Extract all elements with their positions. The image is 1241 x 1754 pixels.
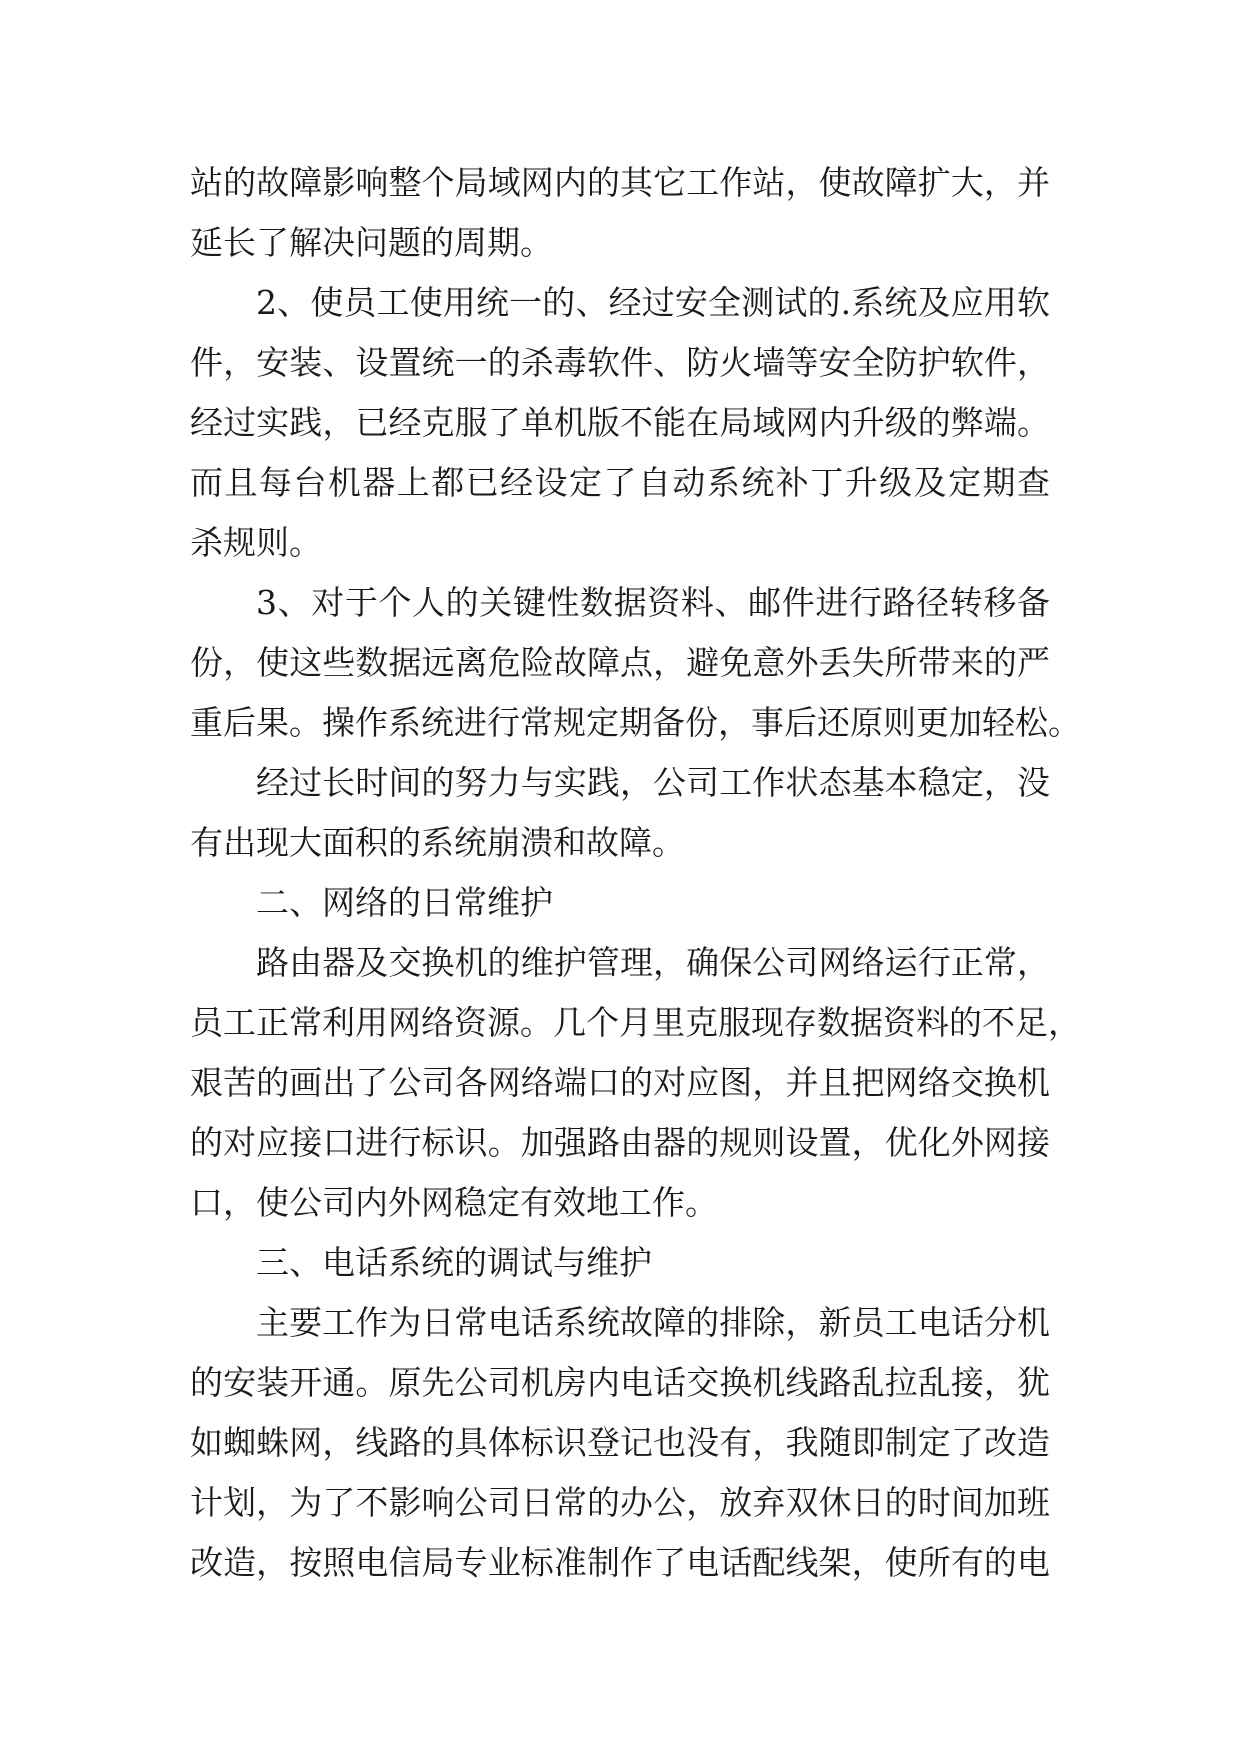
text-line: 的对应接口进行标识。加强路由器的规则设置，优化外网接 <box>190 1123 1050 1162</box>
text-line: 而且每台机器上都已经设定了自动系统补丁升级及定期查 <box>190 463 1050 502</box>
document-body <box>190 153 1081 1593</box>
text-line: 三、电话系统的调试与维护 <box>256 1243 652 1282</box>
text-line: 二、网络的日常维护 <box>256 883 553 922</box>
text-line: 如蜘蛛网，线路的具体标识登记也没有，我随即制定了改造 <box>190 1423 1050 1462</box>
text-line: 杀规则。 <box>190 523 322 562</box>
text-line: 延长了解决问题的周期。 <box>190 223 553 262</box>
text-line: 计划，为了不影响公司日常的办公，放弃双休日的时间加班 <box>190 1483 1050 1522</box>
text-line: 路由器及交换机的维护管理，确保公司网络运行正常， <box>256 943 1050 982</box>
text-line: 经过实践，已经克服了单机版不能在局域网内升级的弊端。 <box>190 403 1050 442</box>
text-line: 艰苦的画出了公司各网络端口的对应图，并且把网络交换机 <box>190 1063 1050 1102</box>
text-line: 站的故障影响整个局域网内的其它工作站，使故障扩大，并 <box>190 163 1050 202</box>
text-line: 经过长时间的努力与实践，公司工作状态基本稳定，没 <box>256 763 1050 802</box>
text-line: 的安装开通。原先公司机房内电话交换机线路乱拉乱接，犹 <box>190 1363 1050 1402</box>
text-line: 主要工作为日常电话系统故障的排除，新员工电话分机 <box>256 1303 1050 1342</box>
text-line: 件，安装、设置统一的杀毒软件、防火墙等安全防护软件， <box>190 343 1050 382</box>
text-line: 有出现大面积的系统崩溃和故障。 <box>190 823 685 862</box>
text-line: 口，使公司内外网稳定有效地工作。 <box>190 1183 718 1222</box>
text-line: 3、对于个人的关键性数据资料、邮件进行路径转移备 <box>256 583 1050 622</box>
text-line: 员工正常利用网络资源。几个月里克服现存数据资料的不足， <box>190 1003 1081 1042</box>
text-line: 改造，按照电信局专业标准制作了电话配线架，使所有的电 <box>190 1543 1050 1582</box>
text-line: 2、使员工使用统一的、经过安全测试的.系统及应用软 <box>256 283 1050 322</box>
text-line: 份，使这些数据远离危险故障点，避免意外丢失所带来的严 <box>190 643 1050 682</box>
text-line: 重后果。操作系统进行常规定期备份，事后还原则更加轻松。 <box>190 703 1081 742</box>
